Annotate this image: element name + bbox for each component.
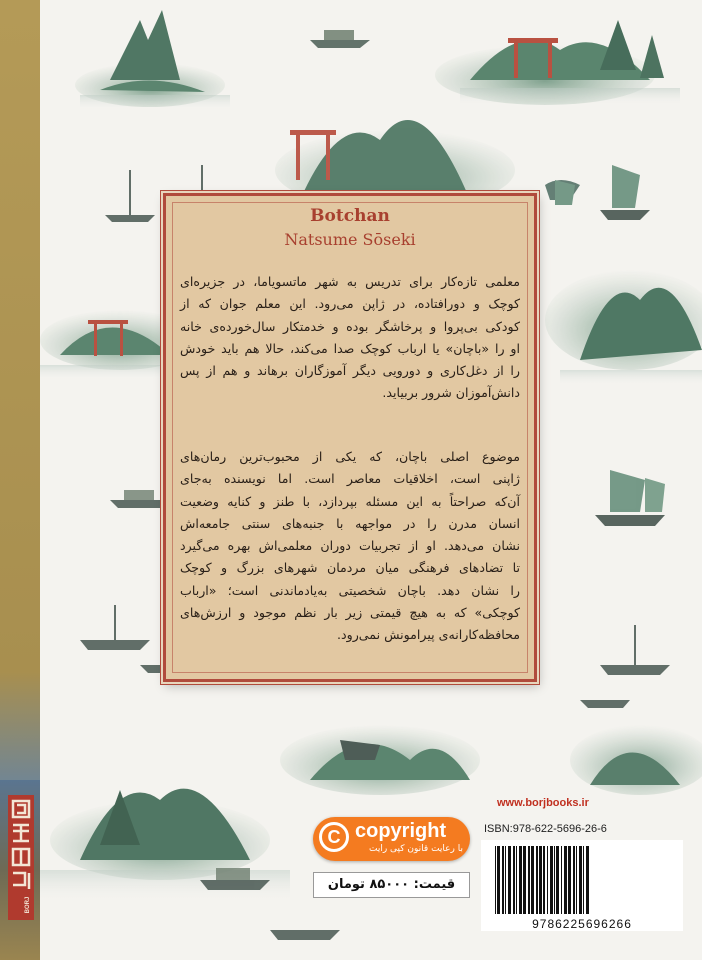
barcode-bars (481, 840, 683, 918)
barcode-bar (564, 846, 567, 914)
blurb-line: معلمی تازه‌کار برای تدریس به شهر ماتسویاما، در جزیره‌ای (180, 274, 520, 289)
barcode-bar (568, 846, 571, 914)
barcode-bar (539, 846, 542, 914)
barcode-bar (531, 846, 534, 914)
publisher-logo (8, 795, 34, 920)
blurb-line: آن‌که صراحتاً به این مسئله بپردازد، با طنز و کنایه وضعیت (180, 493, 520, 509)
barcode-bar (556, 846, 559, 914)
book-title: Botchan (310, 206, 390, 226)
island-bottom-right (570, 725, 702, 795)
blurb-line: انسان مدرن را در مواجهه با جنبه‌های سنتی جامعه‌اش (180, 515, 520, 531)
blurb-line: را نشان دهد. باچان شخصیتی به‌یادماندنی است؛ «ارباب (180, 582, 520, 598)
barcode-bar (554, 846, 555, 914)
blurb-line: او را «باچان» یا ارباب کوچک صدا می‌کند، حالا هم باید خودش (180, 340, 520, 356)
barcode-bar (502, 846, 504, 914)
blurb-line: محافظه‌کارانه‌ی پیرامونش نمی‌رود. (337, 627, 520, 643)
barcode-bar (495, 846, 496, 914)
blurb-line: کودکی بی‌پروا و پرخاشگر بوده و خدمتکار سال‌خورده‌ی خانه (180, 318, 520, 334)
island-top-right (435, 20, 680, 105)
junk-ships-right (545, 165, 650, 220)
barcode-bar (528, 846, 530, 914)
copyright-word: copyright (355, 820, 447, 842)
barcode-bar (576, 846, 577, 914)
barcode-bar (508, 846, 511, 914)
island-bottom-center (280, 725, 480, 795)
blurb-line: ژاپنی است، اخلاقیات معاصر است. اما نویسنده به‌جای (180, 471, 520, 487)
blurb-panel (163, 193, 537, 682)
blurb-line: دانش‌آموزان شرور بربیاید. (382, 385, 520, 401)
copyright-subtitle: با رعایت قانون کپی رایت (369, 844, 463, 854)
barcode-number: 9786225696266 (481, 917, 683, 931)
blurb-line: کوچکی» که به هیچ قیمتی زیر بار نظم موجود و ارزش‌های (180, 605, 520, 621)
book-author: Natsume Sōseki (284, 230, 416, 249)
boat-top (310, 30, 370, 48)
boats-lower-right (580, 625, 670, 708)
publisher-website: www.borjbooks.ir (497, 797, 589, 809)
junk-ship-mid-right (595, 470, 665, 526)
island-top-left (75, 10, 230, 109)
barcode-bar (550, 846, 553, 914)
barcode-bar (561, 846, 562, 914)
barcode-bar (516, 846, 517, 914)
barcode-bar (586, 846, 589, 914)
barcode-bar (505, 846, 506, 914)
barcode-bar (536, 846, 538, 914)
barcode-bar (513, 846, 515, 914)
barcode-bar (497, 846, 500, 914)
barcode-bar (573, 846, 575, 914)
blurb-line: کوچک و دورافتاده، در ژاپن می‌رود. این معلم جوان که از (180, 296, 520, 312)
blurb-paragraph-1 (180, 271, 520, 405)
isbn-label: ISBN:978-622-5696-26-6 (484, 823, 607, 835)
barcode-bar (543, 846, 545, 914)
blurb-line: تا تضادهای فرهنگی میان مردمان شهرهای بزرگ و کوچک (180, 560, 520, 576)
boat-mid-left (110, 490, 170, 508)
price-label: قیمت: ۸۵۰۰۰ تومان (313, 872, 470, 898)
barcode-bar (579, 846, 582, 914)
barcode-bar (519, 846, 522, 914)
blurb-line: نشان می‌دهد. او از تجربیات دوران معلمی‌اش بهره می‌گیرد (180, 538, 520, 554)
blurb-line: موضوع اصلی باچان، که یکی از محبوب‌ترین رمان‌های (180, 449, 520, 464)
barcode-bar (547, 846, 548, 914)
publisher-logo-text: BORJ (25, 896, 31, 914)
barcode-bar (583, 846, 584, 914)
island-mid-right (545, 270, 702, 384)
copyright-icon: C (319, 822, 349, 852)
barcode-bar (523, 846, 526, 914)
blurb-paragraph-2 (180, 446, 520, 647)
blurb-line: را از دغل‌کاری و دورویی دیگر آموزگاران برهاند و هم از پس (180, 363, 520, 379)
copyright-badge (313, 817, 470, 861)
